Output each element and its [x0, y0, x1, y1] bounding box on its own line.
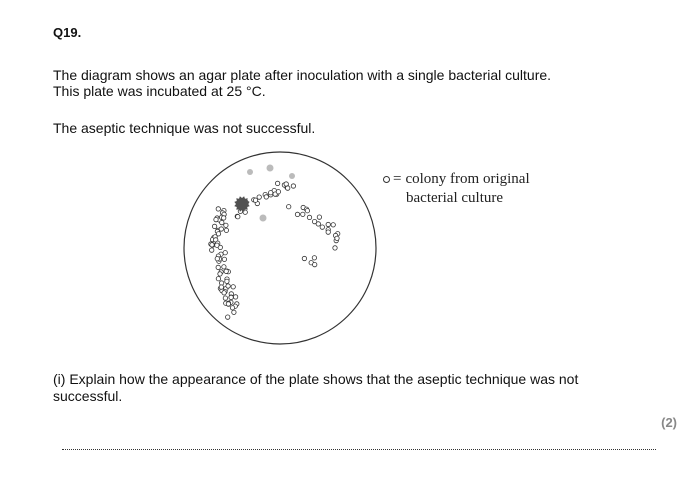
colony-icon: [320, 225, 324, 229]
colony-icon: [218, 272, 222, 276]
colony-icon: [223, 251, 227, 255]
contaminant-colony-icon: [247, 169, 253, 175]
key-equals: =: [393, 171, 402, 187]
colony-icon: [326, 222, 330, 226]
colony-icon: [230, 306, 234, 310]
contaminant-colony-icon: [234, 196, 249, 211]
colony-icon: [224, 269, 228, 273]
colony-icon: [215, 243, 219, 247]
colony-icon: [264, 195, 268, 199]
contaminant-colony-icon: [260, 215, 267, 222]
open-circle-icon: [383, 176, 390, 183]
colony-icon: [284, 182, 288, 186]
colony-icon: [291, 184, 295, 188]
colony-icon: [233, 295, 237, 299]
colony-icon: [219, 285, 223, 289]
question-number: Q19.: [53, 25, 82, 40]
colony-icon: [316, 222, 320, 226]
colony-icon: [317, 215, 321, 219]
colony-icon: [223, 296, 227, 300]
colony-icon: [216, 265, 220, 269]
colony-icon: [210, 248, 214, 252]
colony-icon: [269, 191, 273, 195]
colony-icon: [302, 256, 306, 260]
colony-icon: [326, 230, 330, 234]
answer-line[interactable]: [62, 449, 656, 450]
colony-icon: [236, 215, 240, 219]
colony-icon: [331, 223, 335, 227]
colony-icon: [257, 195, 261, 199]
colony-icon: [295, 212, 299, 216]
colony-icon: [210, 243, 214, 247]
colony-icon: [214, 217, 218, 221]
colony-icon: [222, 265, 226, 269]
colony-icon: [224, 223, 228, 227]
question-part-i: [53, 371, 578, 405]
colony-icon: [229, 295, 233, 299]
colony-icon: [275, 181, 279, 185]
colony-icon: [335, 236, 339, 240]
contaminant-colony-icon: [267, 165, 274, 172]
colony-icon: [301, 212, 305, 216]
key-label-line-1: colony from original: [405, 171, 530, 187]
colony-icon: [226, 315, 230, 319]
intro-line-2: This plate was incubated at 25 °C.: [53, 83, 266, 99]
colony-icon: [215, 257, 219, 261]
contaminant-colony-icon: [289, 173, 295, 179]
colony-icon: [307, 215, 311, 219]
colony-icon: [253, 198, 257, 202]
part-i-line-1: (i) Explain how the appearance of the plate shows that the aseptic technique was not: [53, 371, 579, 387]
colony-icon: [220, 220, 224, 224]
colony-icon: [222, 291, 226, 295]
colony-icon: [312, 256, 316, 260]
colony-icon: [216, 207, 220, 211]
agar-plate-diagram: [180, 148, 380, 348]
intro-line-1: The diagram shows an agar plate after inoculation with a single bacterial culture.: [53, 67, 552, 83]
diagram-key: [383, 170, 530, 208]
colony-icon: [222, 257, 226, 261]
colony-icon: [333, 246, 337, 250]
colony-icon: [305, 209, 309, 213]
colony-icon: [225, 279, 229, 283]
colony-icon: [222, 216, 226, 220]
colony-icon: [232, 310, 236, 314]
colony-icon: [216, 277, 220, 281]
colony-icon: [226, 302, 230, 306]
colony-icon: [231, 285, 235, 289]
colony-icon: [212, 224, 216, 228]
part-i-line-2: successful.: [53, 388, 123, 404]
colony-icon: [313, 262, 317, 266]
colony-icon: [226, 284, 230, 288]
question-intro: [53, 67, 551, 99]
colony-group: [209, 181, 340, 319]
colony-icon: [224, 228, 228, 232]
colony-icon: [287, 205, 291, 209]
question-statement: The aseptic technique was not successful.: [53, 120, 316, 136]
marks-label: (2): [661, 415, 677, 430]
colony-icon: [276, 190, 280, 194]
key-label-line-2: bacterial culture: [406, 190, 504, 206]
